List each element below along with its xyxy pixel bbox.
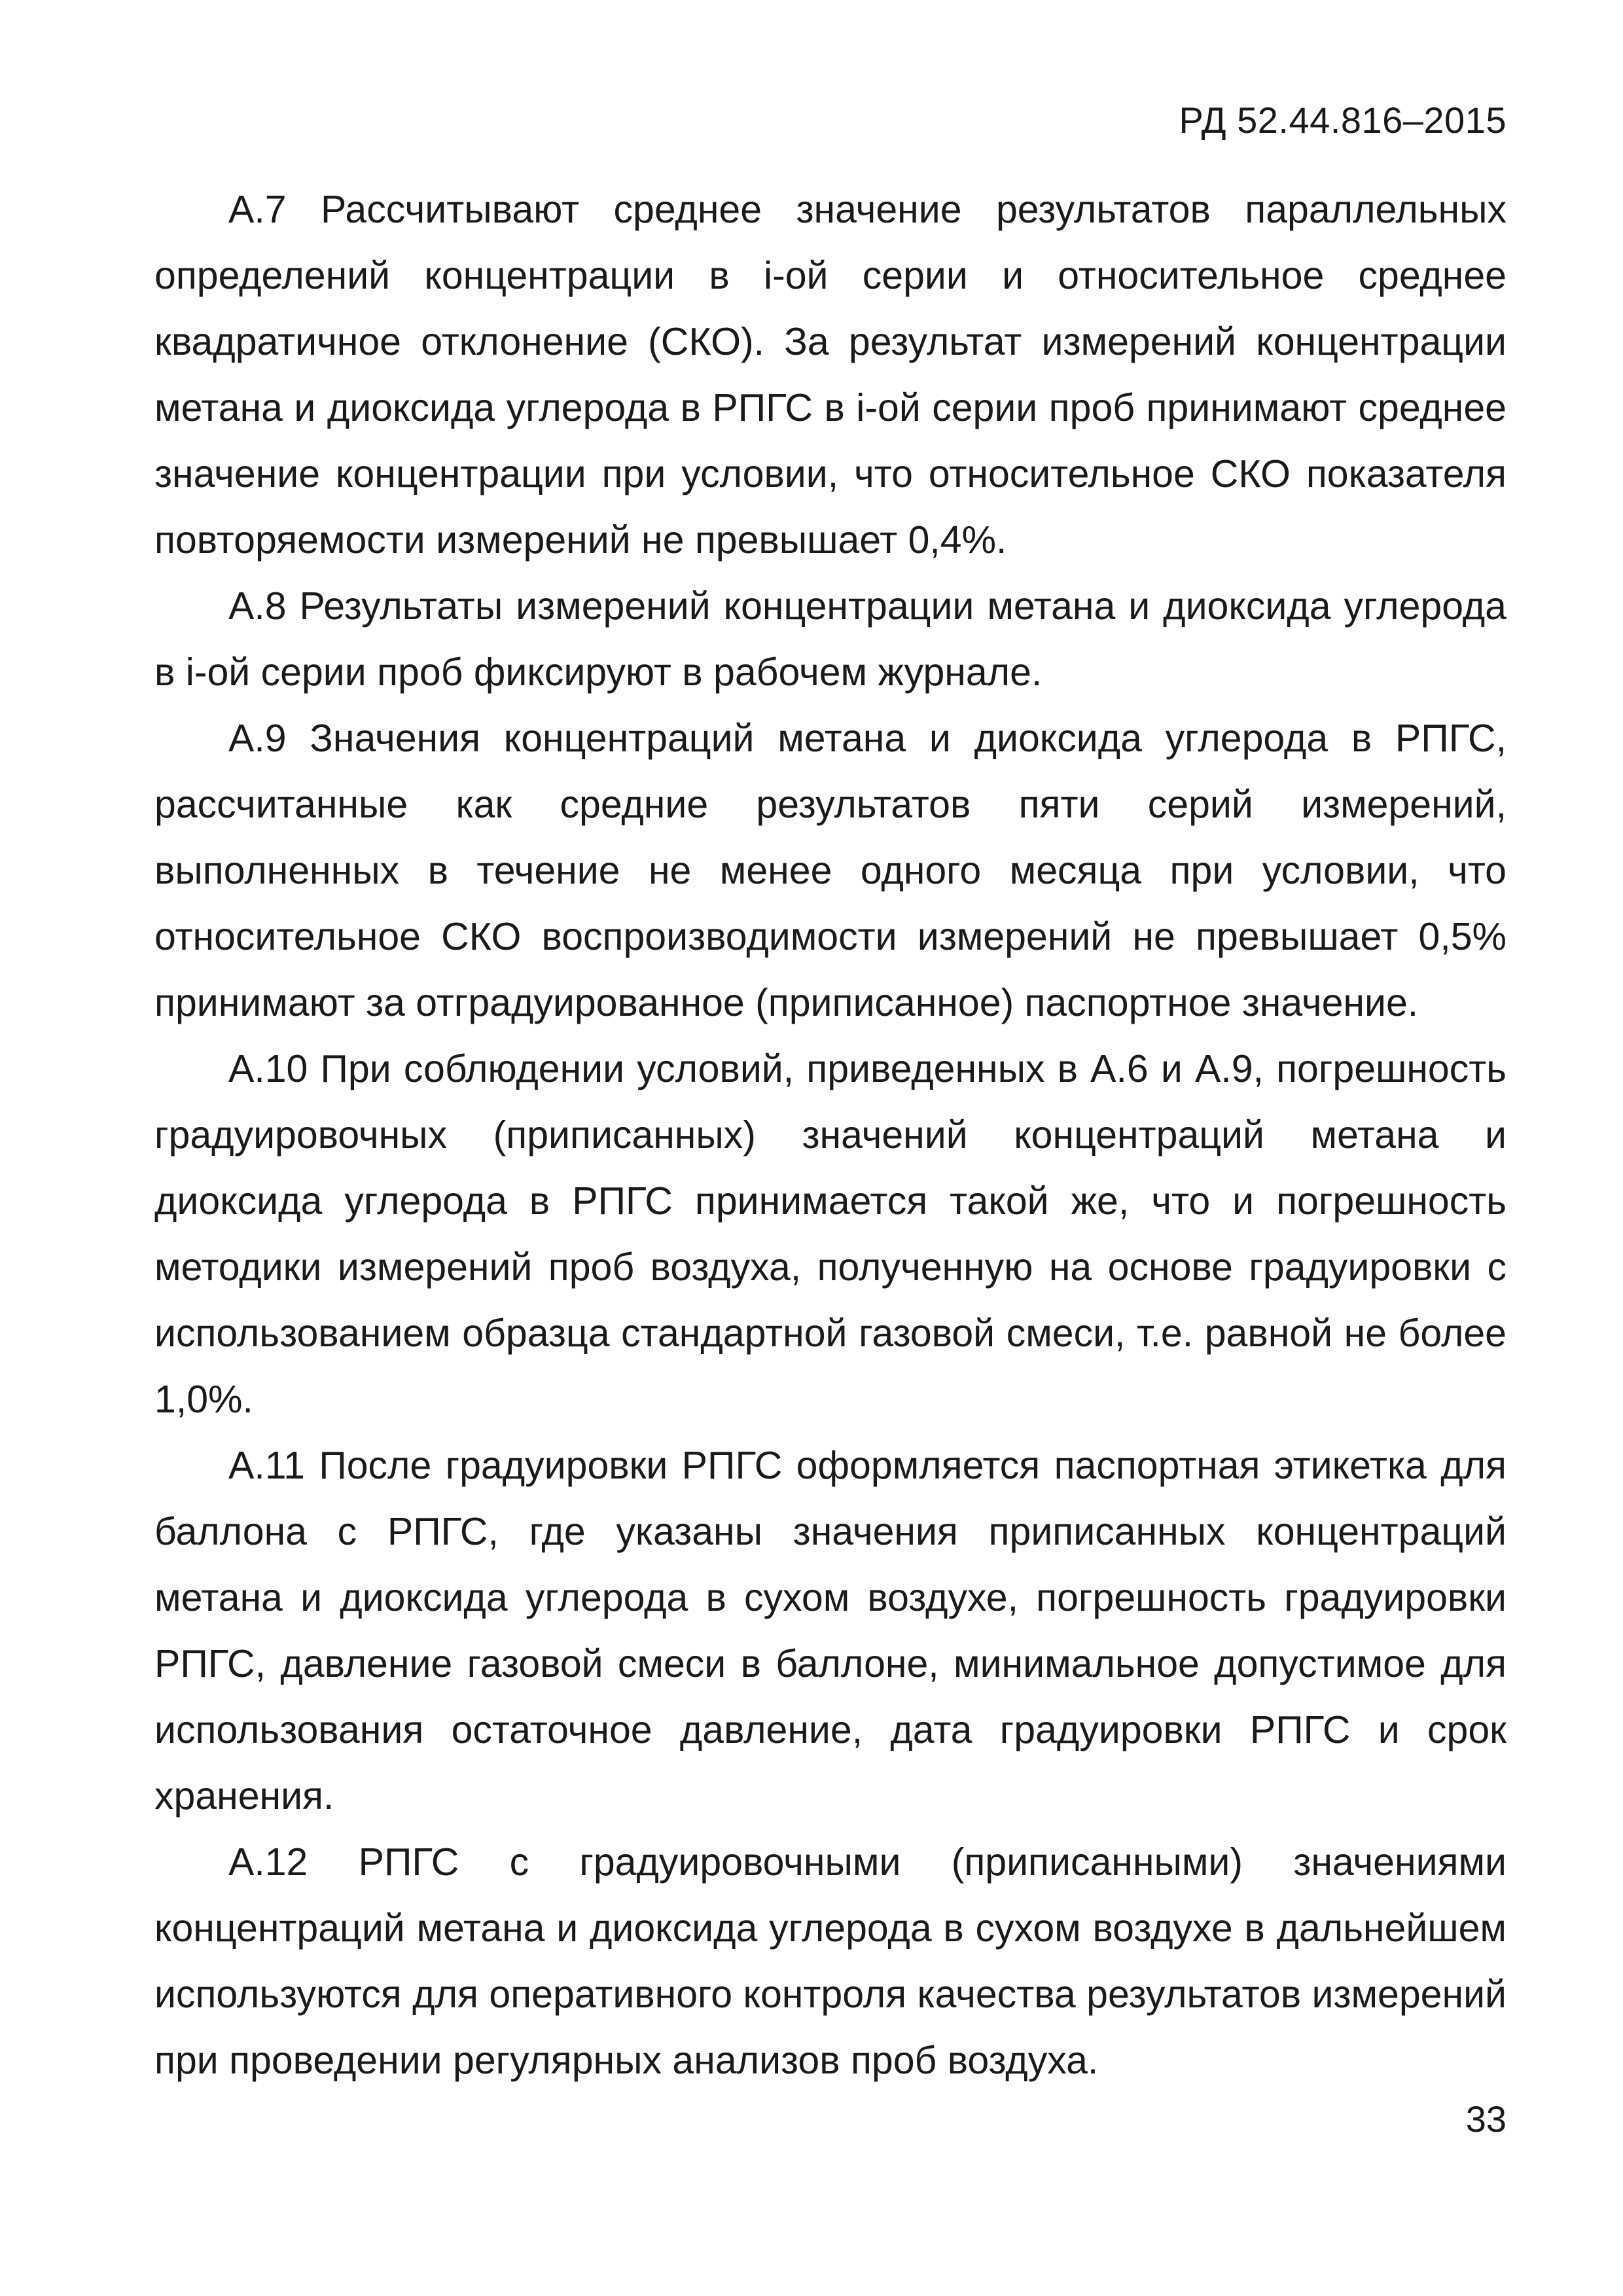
paragraph-a7: А.7 Рассчитывают среднее значение результатов параллельных определений концентрации в i-ой серии и относительное среднее квадратичное отклонение (СКО). За результат измерений концентрации метана и диоксида углерода в РПГС в i-ой серии проб принимают среднее значение концентрации при условии, что относительное СКО показателя повторяемости измерений не превышает 0,4%. [154, 188, 1507, 562]
document-code-header: РД 52.44.816–2015 [1179, 99, 1507, 141]
paragraph-a10: А.10 При соблюдении условий, приведенных в А.6 и А.9, погрешность градуировочных (приписанных) значений концентраций метана и диоксида углерода в РПГС принимается такой же, что и погрешность методики измерений проб воздуха, полученную на основе градуировки с использованием образца стандартной газовой смеси, т.е. равной не более 1,0%. [154, 1047, 1507, 1421]
paragraph-a11: А.11 После градуировки РПГС оформляется паспортная этикетка для баллона с РПГС, где указаны значения приписанных концентраций метана и диоксида углерода в сухом воздухе, погрешность градуировки РПГС, давление газовой смеси в баллоне, минимальное допустимое для использования остаточное давление, дата градуировки РПГС и срок хранения. [154, 1444, 1507, 1818]
paragraph-a12: А.12 РПГС с градуировочными (приписанными) значениями концентраций метана и диоксида углерода в сухом воздухе в дальнейшем используются для оперативного контроля качества результатов измерений при проведении регулярных анализов проб воздуха. [154, 1840, 1507, 2082]
page-number: 33 [1465, 2098, 1507, 2140]
document-body [154, 177, 1507, 2094]
paragraph-a9: А.9 Значения концентраций метана и диоксида углерода в РПГС, рассчитанные как средние результатов пяти серий измерений, выполненных в течение не менее одного месяца при условии, что относительное СКО воспроизводимости измерений не превышает 0,5% принимают за отградуированное (приписанное) паспортное значение. [154, 717, 1507, 1024]
paragraph-a8: А.8 Результаты измерений концентрации метана и диоксида углерода в i-ой серии проб фиксируют в рабочем журнале. [154, 584, 1507, 694]
